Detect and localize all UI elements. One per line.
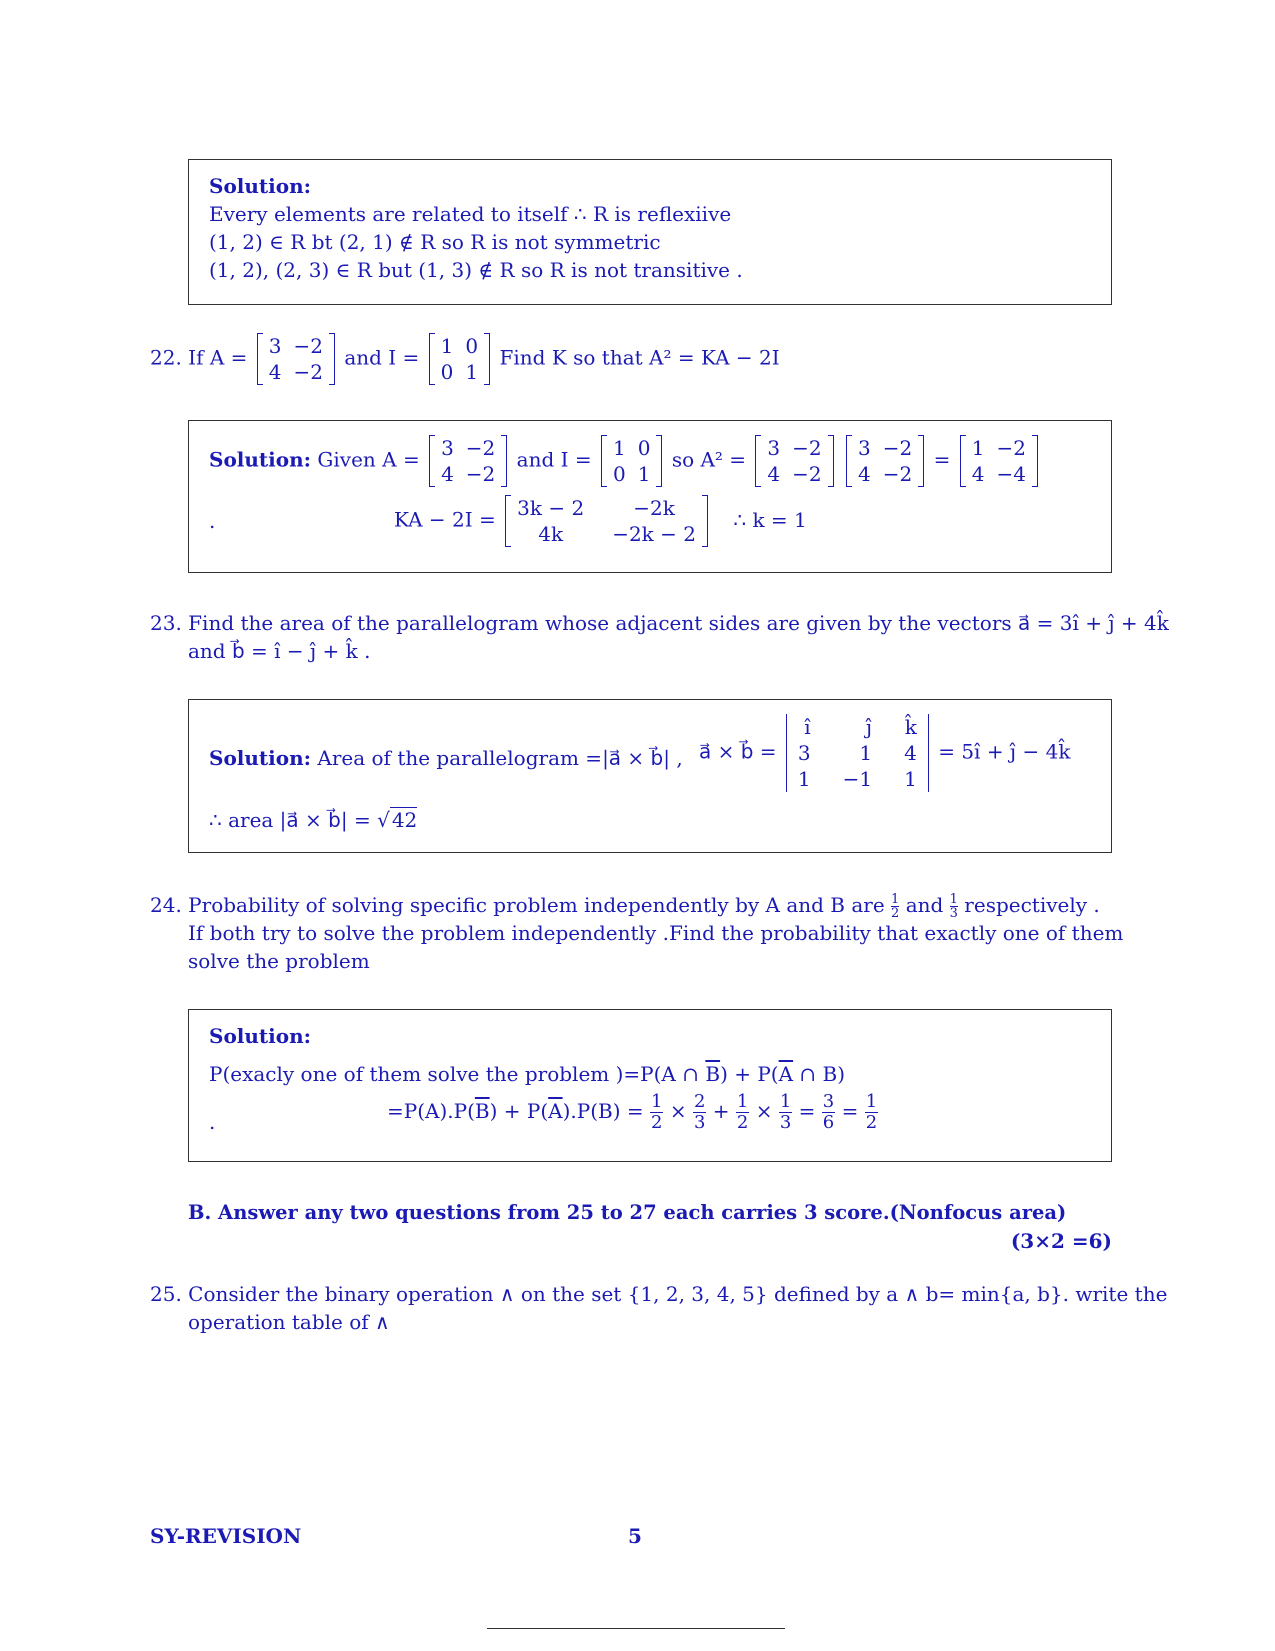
- solution-line: (1, 2), (2, 3) ∈ R but (1, 3) ∉ R so R is not transitive .: [209, 258, 743, 282]
- question-25: [150, 1282, 1167, 1306]
- matrix-a: 3 −2 4 −2: [257, 333, 335, 385]
- question-text: and I =: [344, 345, 420, 370]
- matrix-ka: 3k − 2 −2k 4k −2k − 2: [505, 495, 708, 547]
- question-22: [150, 333, 780, 385]
- section-score: (3×2 =6): [1010, 1229, 1112, 1253]
- question-text: solve the problem: [188, 949, 370, 973]
- question-24: 24. Probability of solving specific problem independently by A and B are $\frac{1}{2}$ and $\frac{1}{3}$ respectively .: [150, 892, 1100, 921]
- solution-dot: .: [209, 1110, 216, 1134]
- solution-line: P(exacly one of them solve the problem )=P(A ∩ $\overline{B}) + P(\overline{A}$ ∩ B): [209, 1062, 846, 1086]
- page-number: 5: [628, 1524, 642, 1548]
- solution-title: Solution:: [209, 1024, 312, 1048]
- fraction-third: $\frac{1}{3}$: [949, 892, 958, 921]
- solution-row-2: KA − 2I = 3k − 2 −2k 4k −2k − 2 ∴ k = 1: [394, 496, 807, 546]
- solution-line: (1, 2) ∈ R bt (2, 1) ∉ R so R is not symmetric: [209, 230, 661, 254]
- matrix-a: 3 −2 4 −2: [846, 435, 924, 487]
- question-text: Find K so that A² = KA − 2I: [499, 345, 780, 370]
- solution-title: Solution:: [209, 174, 312, 198]
- solution-line: $=P(A).P(\overline{B}) + P(\overline{A}).P(B)$ = $\frac{1}{2}$ × $\frac{2}{3}$ + $\frac{1}{2}$ × $\frac{1}{3}$ = $\frac{3}{6}$ = $\frac{1}{2}$: [387, 1091, 878, 1133]
- fraction: $\frac{1}{3}$: [779, 1091, 792, 1133]
- solution-row-1: Solution: Area of the parallelogram =|a⃗ × b⃗| ,: [209, 746, 683, 770]
- solution-title: Solution:: [209, 746, 312, 770]
- solution-title: Solution:: [209, 447, 312, 472]
- question-text: Find the area of the parallelogram whose adjacent sides are given by the vectors a⃗ = 3î + ĵ + 4k̂: [188, 611, 1169, 635]
- question-number: 25.: [150, 1282, 182, 1306]
- question-text: Probability of solving specific problem independently by A and B are: [188, 893, 885, 917]
- question-number: 23.: [150, 611, 182, 635]
- fraction: $\frac{1}{2}$: [651, 1091, 663, 1133]
- section-heading: B. Answer any two questions from 25 to 27 each carries 3 score.(Nonfocus area): [188, 1201, 1067, 1224]
- footer-label: SY-REVISION: [150, 1524, 302, 1548]
- question-text: operation table of ∧: [188, 1310, 390, 1334]
- determinant: î ĵ k̂ 3 1 4 1 −1 1: [786, 714, 929, 792]
- solution-box-21: [188, 159, 1112, 305]
- solution-dot: .: [209, 509, 216, 533]
- solution-area: ∴ area |a⃗ × b⃗| = √ 42: [209, 808, 418, 832]
- question-number: 24.: [150, 893, 182, 917]
- matrix-a-squared: 1 −2 4 −4: [960, 435, 1038, 487]
- matrix-i: 1 0 0 1: [601, 435, 662, 487]
- cross-product: a⃗ × b⃗ = î ĵ k̂ 3 1 4 1 −1 1 = 5î + ĵ − 4k̂: [699, 715, 1071, 791]
- question-text: If both try to solve the problem independently .Find the probability that exactly one of them: [188, 921, 1124, 945]
- matrix-a: 3 −2 4 −2: [429, 435, 507, 487]
- question-text: If A =: [188, 345, 248, 370]
- matrix-a: 3 −2 4 −2: [755, 435, 833, 487]
- question-23: [150, 611, 1169, 635]
- matrix-i: 1 0 0 1: [429, 333, 490, 385]
- footer-rule: [487, 1628, 785, 1629]
- question-text: Consider the binary operation ∧ on the set {1, 2, 3, 4, 5} defined by a ∧ b= min{a, b}. write the: [188, 1282, 1168, 1306]
- sqrt-symbol: √: [377, 808, 390, 832]
- fraction: $\frac{2}{3}$: [693, 1091, 706, 1133]
- fraction-half: $\frac{1}{2}$: [891, 892, 900, 921]
- fraction: $\frac{3}{6}$: [822, 1091, 835, 1133]
- solution-box-24: [188, 1009, 1112, 1162]
- question-number: 22.: [150, 345, 182, 370]
- fraction: $\frac{1}{2}$: [736, 1091, 749, 1133]
- solution-box-22: [188, 420, 1112, 573]
- solution-box-23: [188, 699, 1112, 853]
- question-text: and b⃗ = î − ĵ + k̂ .: [188, 639, 371, 663]
- fraction: $\frac{1}{2}$: [865, 1091, 878, 1133]
- solution-line: Every elements are related to itself ∴ R is reflexiive: [209, 202, 732, 226]
- sqrt-value: 42: [391, 808, 418, 832]
- solution-row-1: Solution: Given A = 3 −2 4 −2 and I = 1 0 0 1 so A² = 3 −2 4 −2 3 −2 4 −2 = 1 −2 4 −4: [209, 435, 1041, 487]
